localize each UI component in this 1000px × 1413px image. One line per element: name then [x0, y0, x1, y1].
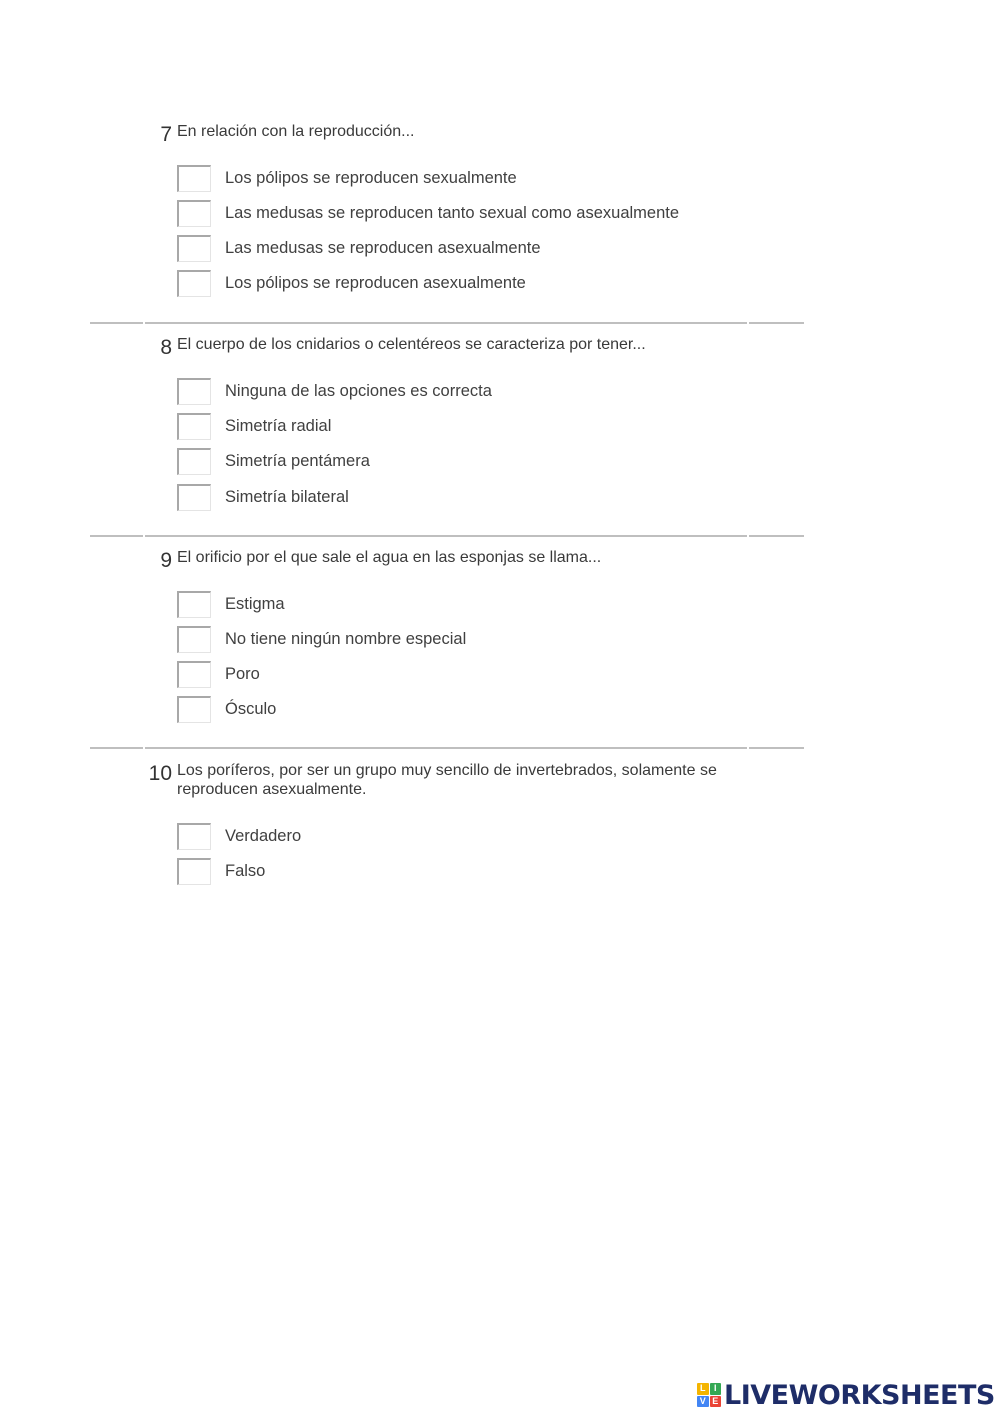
- answer-checkbox[interactable]: [177, 661, 211, 688]
- option-label: Falso: [225, 862, 266, 880]
- answer-checkbox[interactable]: [177, 858, 211, 885]
- logo-letter: V: [697, 1396, 709, 1408]
- option-row[interactable]: [177, 270, 777, 300]
- answer-checkbox[interactable]: [177, 626, 211, 653]
- option-label: Simetría radial: [225, 417, 332, 435]
- option-row[interactable]: [177, 448, 777, 478]
- divider: [145, 535, 747, 537]
- option-label: Los pólipos se reproducen asexualmente: [225, 274, 526, 292]
- option-label: Verdadero: [225, 827, 302, 845]
- question-text: En relación con la reproducción...: [177, 123, 415, 140]
- brand-name: LIVEWORKSHEETS: [724, 1379, 995, 1411]
- question-text: Los poríferos, por ser un grupo muy sencillo de invertebrados, solamente se reproducen asexualmente.: [177, 762, 717, 798]
- answer-checkbox[interactable]: [177, 165, 211, 192]
- question-number: 7: [160, 123, 172, 146]
- logo-icon: [697, 1383, 721, 1407]
- question-text: El orificio por el que sale el agua en las esponjas se llama...: [177, 549, 602, 566]
- divider: [145, 747, 747, 749]
- option-label: Las medusas se reproducen tanto sexual como asexualmente: [225, 204, 680, 222]
- divider: [90, 747, 143, 749]
- option-row[interactable]: [177, 235, 777, 265]
- option-row[interactable]: [177, 626, 777, 656]
- option-row[interactable]: [177, 200, 777, 230]
- answer-checkbox[interactable]: [177, 270, 211, 297]
- option-label: Simetría pentámera: [225, 452, 370, 470]
- answer-checkbox[interactable]: [177, 484, 211, 511]
- option-label: Poro: [225, 665, 260, 683]
- option-label: No tiene ningún nombre especial: [225, 630, 467, 648]
- option-label: Estigma: [225, 595, 285, 613]
- option-row[interactable]: [177, 165, 777, 195]
- answer-checkbox[interactable]: [177, 200, 211, 227]
- logo-letter: L: [697, 1383, 709, 1395]
- divider: [749, 535, 804, 537]
- question-number: 9: [160, 549, 172, 572]
- question-number: 10: [148, 762, 172, 785]
- logo-letter: I: [710, 1383, 722, 1395]
- option-row[interactable]: [177, 484, 777, 514]
- answer-checkbox[interactable]: [177, 378, 211, 405]
- option-row[interactable]: [177, 413, 777, 443]
- question-text: El cuerpo de los cnidarios o celentéreos se caracteriza por tener...: [177, 336, 646, 353]
- question-number: 8: [160, 336, 172, 359]
- answer-checkbox[interactable]: [177, 696, 211, 723]
- option-label: Simetría bilateral: [225, 488, 349, 506]
- divider: [749, 322, 804, 324]
- answer-checkbox[interactable]: [177, 591, 211, 618]
- divider: [90, 322, 143, 324]
- answer-checkbox[interactable]: [177, 448, 211, 475]
- answer-checkbox[interactable]: [177, 823, 211, 850]
- answer-checkbox[interactable]: [177, 235, 211, 262]
- option-label: Las medusas se reproducen asexualmente: [225, 239, 541, 257]
- option-row[interactable]: [177, 823, 777, 853]
- liveworksheets-logo: [697, 1380, 995, 1410]
- option-row[interactable]: [177, 858, 777, 888]
- option-row[interactable]: [177, 696, 777, 726]
- option-row[interactable]: [177, 591, 777, 621]
- option-label: Ósculo: [225, 700, 277, 718]
- answer-checkbox[interactable]: [177, 413, 211, 440]
- option-row[interactable]: [177, 661, 777, 691]
- option-label: Ninguna de las opciones es correcta: [225, 382, 492, 400]
- option-label: Los pólipos se reproducen sexualmente: [225, 169, 517, 187]
- divider: [749, 747, 804, 749]
- divider: [90, 535, 143, 537]
- option-row[interactable]: [177, 378, 777, 408]
- divider: [145, 322, 747, 324]
- logo-letter: E: [710, 1396, 722, 1408]
